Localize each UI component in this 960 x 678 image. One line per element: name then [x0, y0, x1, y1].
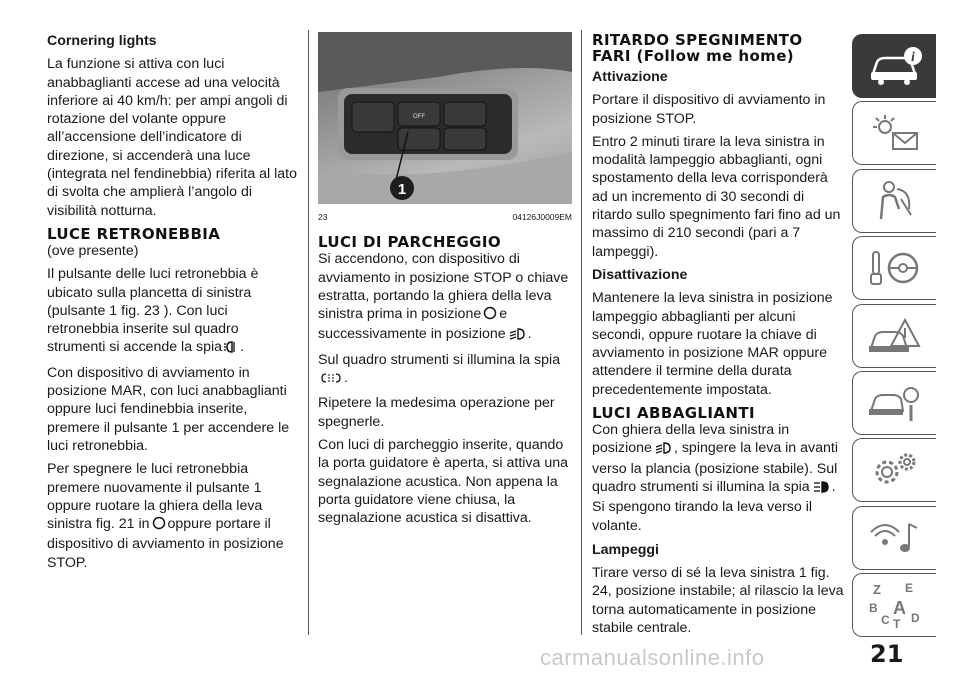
- tab-technical-data[interactable]: [852, 438, 936, 502]
- paragraph-cornering: La funzione si attiva con luci anabbaglianti accese ad una velocità inferiore ai 40 km/h: per ampi angoli di rotazione del volante oppure all’accensione dell’indicatore di direzione, si accenderà una luce (integrata nel fendinebbia) riferita al lato di svolta che amplierà l’angolo di visibilità notturna.: [47, 56, 298, 219]
- warning-light-envelope-icon: [865, 111, 925, 155]
- svg-text:A: A: [892, 598, 906, 619]
- column-divider-1: [308, 30, 309, 635]
- off-position-icon: [152, 516, 166, 535]
- subheading-lampeggi: Lampeggi: [592, 541, 660, 558]
- paragraph-att-1: Portare il dispositivo di avviamento in posizione STOP.: [592, 92, 826, 127]
- alphabetical-index-icon: [865, 580, 925, 630]
- heading-cornering-lights: Cornering lights: [47, 33, 157, 49]
- heading-ritardo-spegnimento: RITARDO SPEGNIMENTO FARI (Follow me home): [592, 31, 803, 65]
- parking-light-icon: [320, 371, 342, 389]
- paragraph-retro-1: Il pulsante delle luci retronebbia è ubicato sulla plancetta di sinistra (pulsante 1 fig. 23 ). Con luci retronebbia inserite sul quadro strumenti si accende la spia .: [47, 265, 300, 358]
- rear-fog-light-icon: [224, 340, 238, 358]
- tab-emergency[interactable]: [852, 304, 936, 368]
- paragraph-park-2: Sul quadro strumenti si illumina la spia .: [318, 351, 572, 390]
- heading-luce-retronebbia: LUCE RETRONEBBIA: [47, 224, 221, 243]
- switch-off-label: OFF: [413, 114, 425, 120]
- paragraph-retro-3: Per spegnere le luci retronebbia premere nuovamente il pulsante 1 oppure ruotare la ghiera della leva sinistra fig. 21 in oppure portare il dispositivo di avviamento in posizione STOP.: [47, 461, 284, 571]
- car-info-icon: [865, 44, 925, 88]
- safety-passenger-icon: [865, 179, 925, 223]
- column-middle: [318, 32, 572, 532]
- svg-text:C: C: [880, 613, 890, 628]
- gears-icon: [865, 448, 925, 492]
- tab-getting-to-know-car[interactable]: [852, 34, 936, 98]
- paragraph-dis: Mantenere la leva sinistra in posizione lampeggio abbaglianti per alcuni secondi, oppure ruotare la chiave di avviamento in posizione MAR oppure attendere il termine della durata precedentemente impostata.: [592, 290, 833, 398]
- tab-warning-lights[interactable]: [852, 101, 936, 165]
- column-right: [592, 32, 844, 642]
- figure-code: 04126J0009EM: [512, 212, 572, 222]
- subheading-attivazione: Attivazione: [592, 69, 668, 85]
- note-ove-presente: (ove presente): [47, 242, 139, 259]
- svg-text:i: i: [910, 50, 915, 65]
- chapter-tabs: [852, 34, 936, 641]
- figure-number: 23: [318, 212, 328, 222]
- callout-1-label: 1: [397, 181, 407, 198]
- tab-multimedia[interactable]: [852, 506, 936, 570]
- key-steering-wheel-icon: [865, 246, 925, 290]
- watermark: carmanualsonline.info: [540, 645, 765, 670]
- svg-text:D: D: [910, 611, 920, 626]
- dashboard-switch-illustration: [318, 32, 572, 204]
- svg-text:B: B: [868, 601, 878, 616]
- paragraph-lamp: Tirare verso di sé la leva sinistra 1 fig. 24, posizione instabile; al rilascio la leva torna automaticamente in posizione stabile centrale.: [592, 565, 844, 637]
- maintenance-car-icon: [865, 381, 925, 425]
- multimedia-note-icon: [865, 516, 925, 560]
- subheading-disattivazione: Disattivazione: [592, 266, 688, 283]
- column-divider-2: [581, 30, 582, 635]
- tab-safety[interactable]: [852, 169, 936, 233]
- tab-starting-driving[interactable]: [852, 236, 936, 300]
- paragraph-retro-2: Con dispositivo di avviamento in posizione MAR, con luci anabbaglianti oppure luci fendinebbia inserite, premere il pulsante 1 per accendere le luci retronebbia.: [47, 364, 290, 454]
- heading-luci-abbaglianti: LUCI ABBAGLIANTI: [592, 404, 755, 423]
- paragraph-abb: Con ghiera della leva sinistra in posizione , spingere la leva in avanti verso la plancia (posizione stabile). Sul quadro strumenti si illumina la spia . Si spengono tirando la leva verso il volante.: [592, 422, 838, 534]
- page-number: 21: [870, 640, 904, 668]
- svg-text:E: E: [904, 581, 913, 596]
- high-beam-icon: [812, 480, 830, 498]
- figure-23-photo: [318, 32, 572, 204]
- emergency-car-icon: [865, 314, 925, 358]
- paragraph-park-4: Con luci di parcheggio inserite, quando la porta guidatore è aperta, si attiva una segnalazione acustica. Non appena la porta guidatore viene chiusa, la segnalazione acustica si disattiva.: [318, 436, 569, 527]
- tab-index[interactable]: [852, 573, 936, 637]
- svg-text:Z: Z: [872, 582, 881, 598]
- low-beam-icon: [508, 327, 526, 345]
- tab-maintenance[interactable]: [852, 371, 936, 435]
- heading-luci-di-parcheggio: LUCI DI PARCHEGGIO: [318, 233, 502, 252]
- svg-text:T: T: [892, 617, 900, 631]
- paragraph-park-3: Ripetere la medesima operazione per spegnerle.: [318, 395, 555, 430]
- paragraph-park-1: Si accendono, con dispositivo di avviamento in posizione STOP o chiave estratta, portando la ghiera della leva sinistra prima in posizione e successivamente in posizione .: [318, 250, 572, 345]
- paragraph-att-2: Entro 2 minuti tirare la leva sinistra in modalità lampeggio abbaglianti, ogni spostamento della leva corrisponderà ad un incremento di 30 secondi di ritardo sullo spegnimento fari fino ad un massimo di 210 secondi (pari a 7 lampeggi).: [592, 133, 841, 260]
- off-position-icon: [483, 306, 497, 325]
- low-beam-icon: [654, 441, 672, 459]
- figure-caption: [318, 208, 572, 226]
- column-left: [47, 32, 300, 577]
